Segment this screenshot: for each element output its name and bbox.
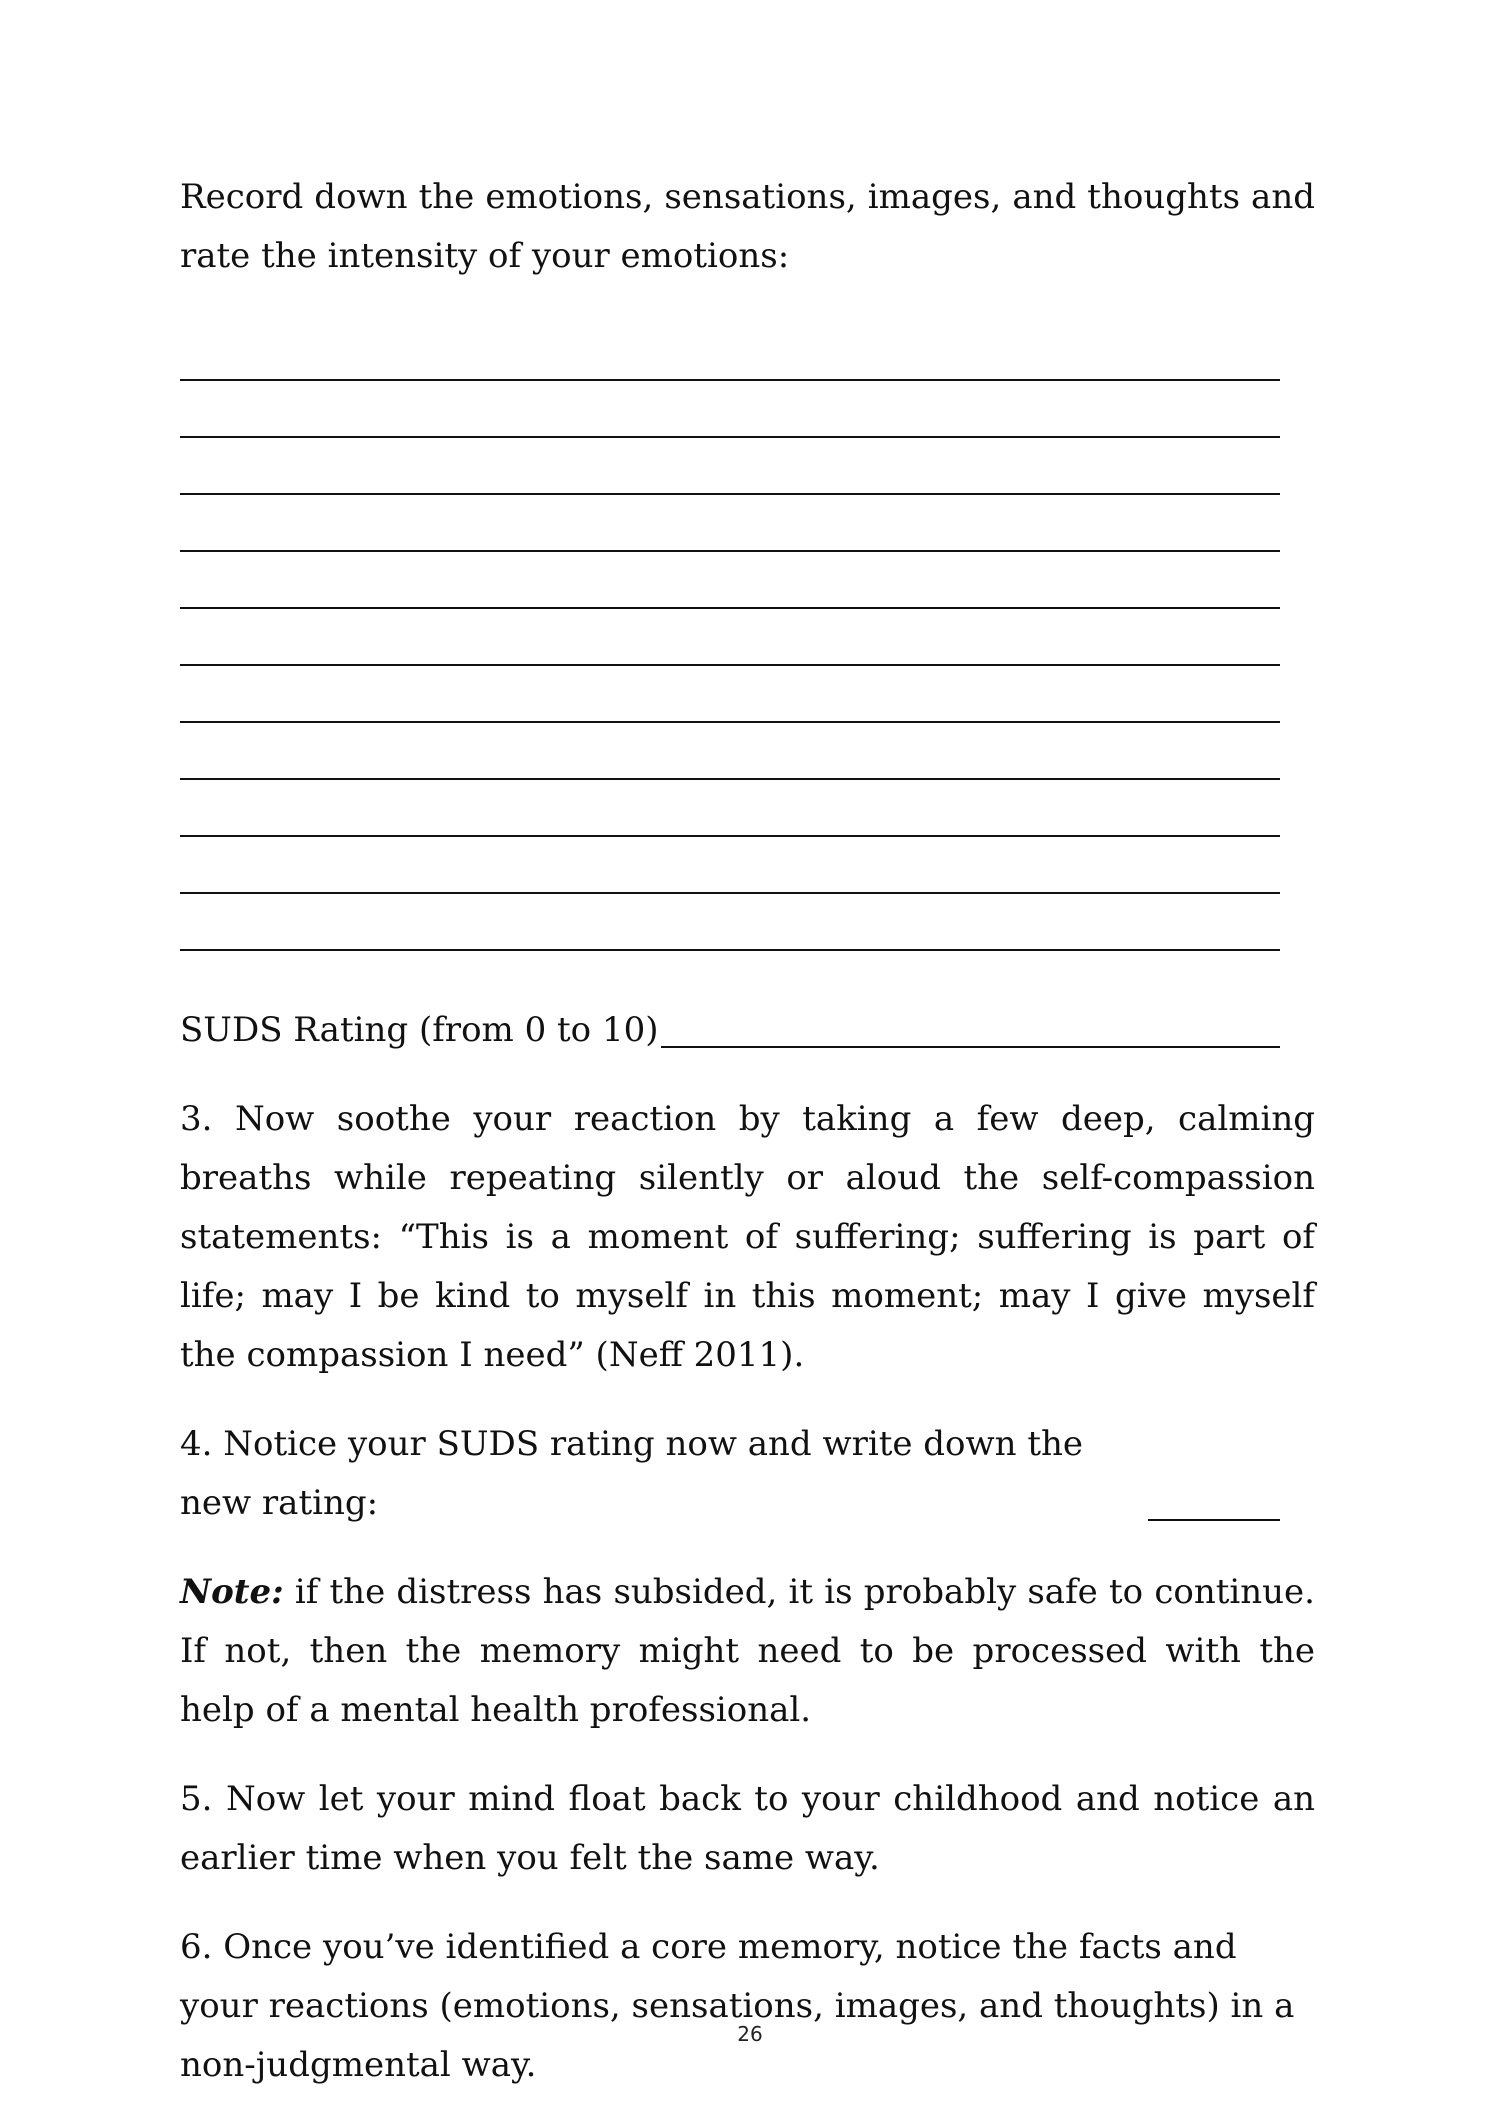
step-6-paragraph: 6. Once you’ve identified a core memory, notice the facts and your reactions (emotions, sensations, images, and thoughts) in a non-judgmental way. bbox=[180, 1927, 1295, 2085]
suds-rating-label: SUDS Rating (from 0 to 10) bbox=[180, 1010, 659, 1050]
answer-line bbox=[180, 837, 1280, 894]
page-number: 26 bbox=[737, 2022, 763, 2046]
answer-line bbox=[180, 495, 1280, 552]
answer-line bbox=[180, 780, 1280, 837]
step-3-paragraph: 3. Now soothe your reaction by taking a few deep, calming breaths while repeating silently or aloud the self-compassion statements: “This is a moment of suffering; suffering is part of life; may I be kind to myself in this moment; may I give myself the compassion I need” (Neff 2011). bbox=[180, 1099, 1315, 1375]
answer-line bbox=[180, 438, 1280, 495]
note-label: Note: bbox=[180, 1572, 284, 1612]
answer-line bbox=[180, 723, 1280, 780]
answer-lines bbox=[180, 331, 1280, 951]
note-paragraph bbox=[180, 1563, 1315, 1740]
step-4-row bbox=[180, 1415, 1280, 1533]
answer-line bbox=[180, 381, 1280, 438]
new-rating-blank bbox=[1148, 1479, 1280, 1521]
answer-line bbox=[180, 331, 1280, 381]
suds-rating-row bbox=[180, 1001, 1280, 1060]
answer-line bbox=[180, 894, 1280, 951]
suds-rating-blank bbox=[661, 1006, 1281, 1048]
answer-line bbox=[180, 666, 1280, 723]
step-5-paragraph: 5. Now let your mind float back to your childhood and notice an earlier time when you felt the same way. bbox=[180, 1779, 1315, 1878]
page-content bbox=[180, 168, 1315, 2095]
intro-paragraph: Record down the emotions, sensations, images, and thoughts and rate the intensity of your emotions: bbox=[180, 177, 1315, 276]
answer-line bbox=[180, 552, 1280, 609]
answer-line bbox=[180, 609, 1280, 666]
note-text: if the distress has subsided, it is probably safe to continue. If not, then the memory might need to be processed with the help of a mental health professional. bbox=[180, 1572, 1315, 1730]
step-4-text: 4. Notice your SUDS rating now and write down the new rating: bbox=[180, 1424, 1084, 1523]
